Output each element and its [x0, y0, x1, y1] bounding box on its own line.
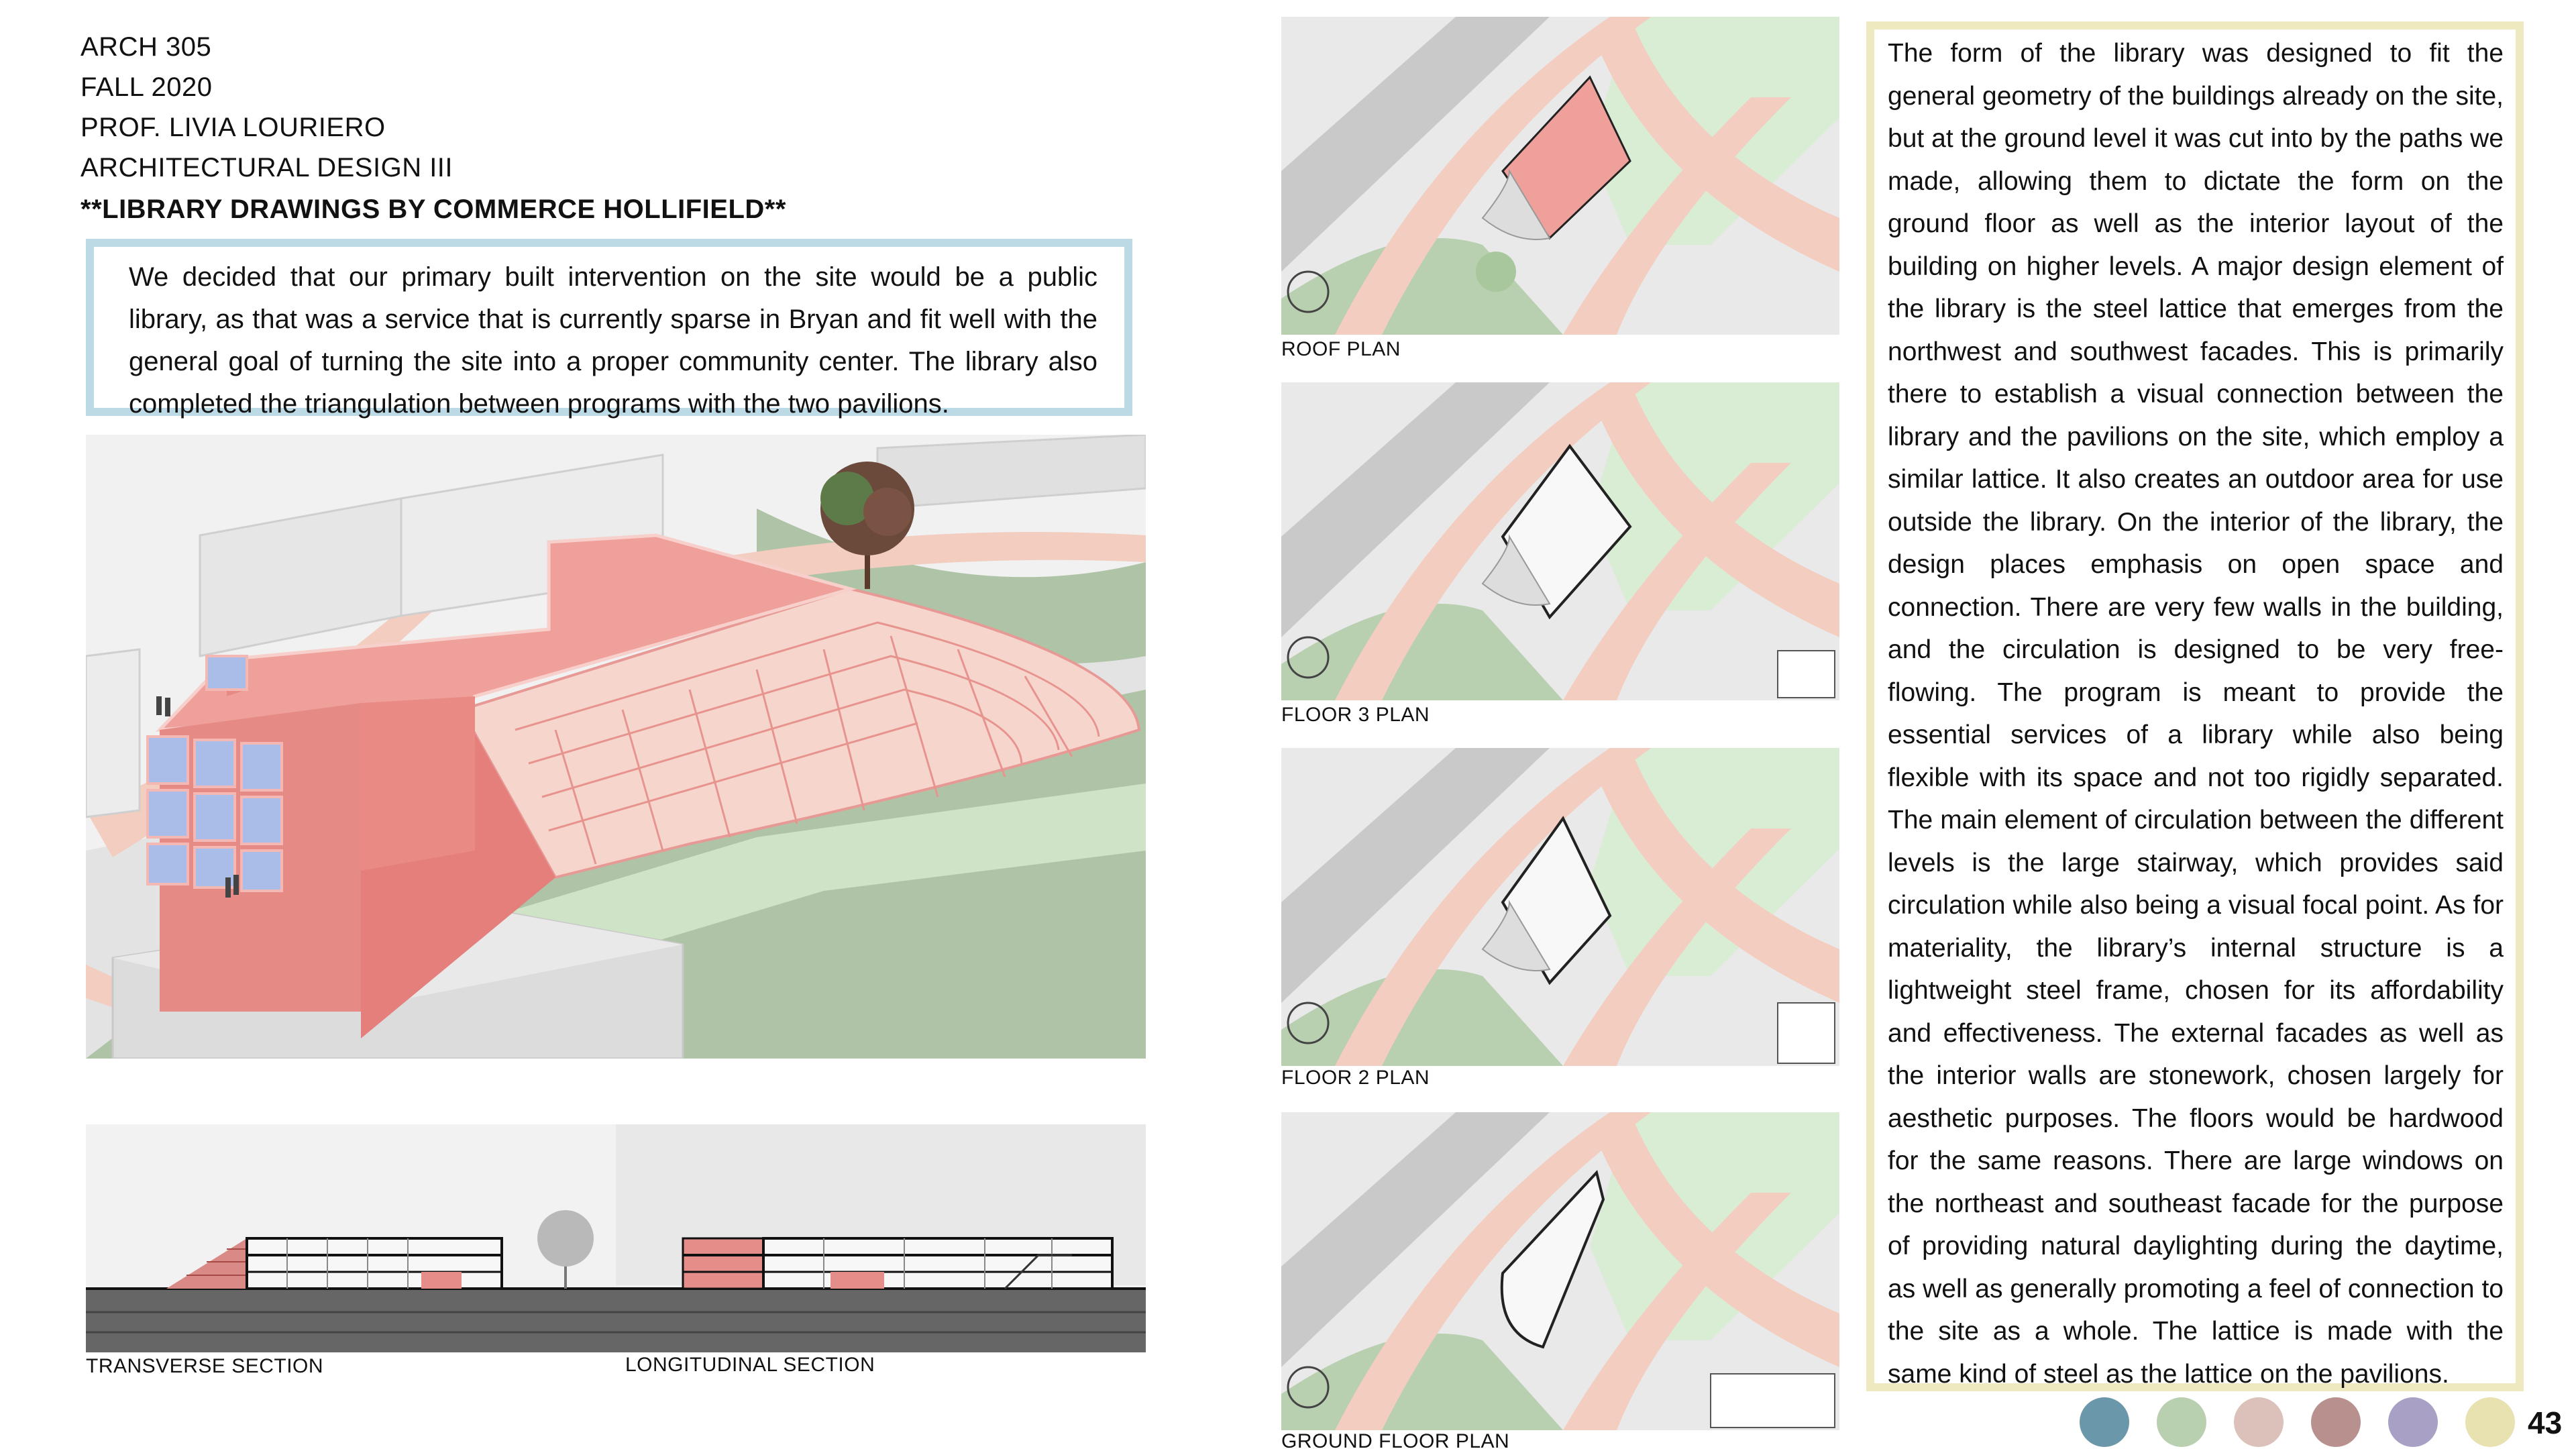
course-code: ARCH 305 [80, 32, 212, 62]
floor-2-plan-drawing [1281, 748, 1839, 1066]
palette-swatch-4 [2311, 1397, 2361, 1447]
roof-plan-drawing [1281, 17, 1839, 335]
ground-floor-plan-drawing [1281, 1112, 1839, 1430]
class-name: ARCHITECTURAL DESIGN III [80, 153, 453, 182]
description-text: The form of the library was designed to fit the general geometry of the buildings already on the site, but at the ground level it was cut into by the paths we made, allowing them to dictate the form on the ground floor as well as the interior layout of the building on higher levels. A major design element of the library is the steel lattice that emerges from the northwest and southwest facades. This is primarily there to establish a visual connection between the library and the pavilions on the site, which employ a similar lattice. It also creates an outdoor area for use outside the library. On the interior of the library, the design places emphasis on open space and connection. There are very few walls in the building, and the circulation is designed to be very free-flowing. The program is meant to provide the essential services of a library while also being flexible with its space and not too rigidly separated. The main element of circulation between the different levels is the large stairway, which provides said circulation while also being a visual focal point. As for materiality, the library’s internal structure is a lightweight steel frame, chosen for its affordability and effectiveness. The external facades as well as the interior walls are stonework, chosen largely for aesthetic purposes. The floors would be hardwood for the same reasons. There are large windows on the northeast and southeast facade for the purpose of providing natural daylighting during the daytime, as well as generally promoting a feel of connection to the site as a whole. The lattice is made with the same kind of steel as the lattice on the pavilions. [1888, 39, 2504, 1389]
professor: PROF. LIVIA LOURIERO [80, 113, 386, 142]
palette-swatch-2 [2157, 1397, 2206, 1447]
page-number: 43 [2528, 1405, 2563, 1440]
description-text-box [1866, 21, 2524, 1391]
intro-text-box [86, 239, 1132, 419]
transverse-section-label: TRANSVERSE SECTION [86, 1355, 324, 1377]
floor-3-plan-drawing [1281, 382, 1839, 700]
roof-plan-label: ROOF PLAN [1281, 338, 1401, 360]
intro-text: We decided that our primary built intervention on the site would be a public library, as that was a service that is currently sparse in Bryan and fit well with the general goal of turning the site into a proper community center. The library also completed the triangulation between programs with the two pavilions. [129, 262, 1097, 419]
sections-drawing [86, 1124, 1146, 1352]
axonometric-render [86, 435, 1146, 1059]
palette-swatch-5 [2388, 1397, 2438, 1447]
palette-swatch-1 [2080, 1397, 2129, 1447]
ground-floor-plan-label: GROUND FLOOR PLAN [1281, 1430, 1510, 1452]
palette-swatch-6 [2465, 1397, 2515, 1447]
axonometric-drawing [86, 435, 1146, 1059]
palette-swatch-3 [2234, 1397, 2284, 1447]
floor-2-plan-label: FLOOR 2 PLAN [1281, 1067, 1430, 1089]
term: FALL 2020 [80, 72, 213, 102]
sections-panel [86, 1124, 1146, 1352]
credit-line: **LIBRARY DRAWINGS BY COMMERCE HOLLIFIELD** [80, 195, 786, 224]
floor-3-plan-label: FLOOR 3 PLAN [1281, 704, 1430, 726]
longitudinal-section-label: LONGITUDINAL SECTION [625, 1354, 875, 1376]
